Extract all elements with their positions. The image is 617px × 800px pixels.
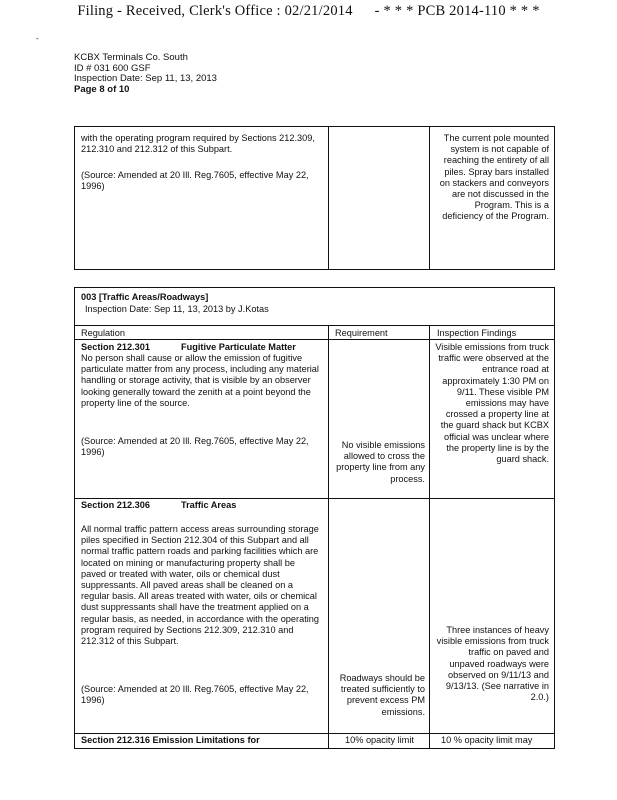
section-003-inspection-date-text: Inspection Date: Sep 11, 13, 2013 by J.Kotas <box>85 304 269 314</box>
header-inspection-date: Inspection Date: Sep 11, 13, 2013 <box>74 73 217 85</box>
regulation-section-number: Section 212.316 Emission Limitations for <box>81 735 260 745</box>
requirement-text: 10% opacity limit <box>345 735 414 745</box>
regulation-section-number: Section 212.301 <box>81 342 150 352</box>
continuation-finding: The current pole mounted system is not capable of reaching the entirety of all piles. Spray bars installed on stackers and conveyors are not discussed in the Program. This is a deficiency of the Program. <box>439 133 549 222</box>
continuation-table <box>74 126 555 270</box>
inspection-finding: 10 % opacity limit may <box>441 735 533 745</box>
regulation-text: All normal traffic pattern access areas surrounding storage piles specified in Section 212.304 of this Subpart and all normal traffic pattern roads and parking facilities which are located on mining or manufacturing property shall be paved or treated with water, oils or chemical dust suppressants. All paved areas shall be cleaned on a regular basis. All areas treated with water, oils or chemical dust suppressants shall have the treatment applied on a regular basis, as needed, in accordance with the operating program required by Sections 212.309, 212.310 and 212.312 of this Subpart. <box>81 524 320 647</box>
table-row <box>75 340 554 498</box>
table-row <box>75 499 554 733</box>
section-003-table <box>74 287 555 749</box>
regulation-section-number: Section 212.306 <box>81 500 150 510</box>
continuation-regulation-text: with the operating program required by Sections 212.309, 212.310 and 212.312 of this Subpart. <box>81 133 315 155</box>
regulation-section-title: Fugitive Particulate Matter <box>181 342 296 352</box>
continuation-source: (Source: Amended at 20 Ill. Reg.7605, effective May 22, 1996) <box>81 170 309 192</box>
facility-id: ID # 031 600 GSF <box>74 62 151 74</box>
regulation-text: No person shall cause or allow the emission of fugitive particulate matter from any process, including any material handling or storage activity, that is visible by an observer looking generally toward the zenith at a point beyond the property line of the source. <box>81 353 319 408</box>
regulation-source: (Source: Amended at 20 Ill. Reg.7605, effective May 22, 1996) <box>81 436 309 458</box>
requirement-text: No visible emissions allowed to cross the property line from any process. <box>336 440 425 484</box>
company-name: KCBX Terminals Co. South <box>74 52 188 63</box>
section-003-inspection-date <box>85 304 269 315</box>
column-header-findings: Inspection Findings <box>437 328 517 338</box>
requirement-text: Roadways should be treated sufficiently to prevent excess PM emissions. <box>339 673 425 717</box>
section-003-title: 003 [Traffic Areas/Roadways] <box>81 292 209 302</box>
table-row <box>75 734 554 748</box>
filing-stamp <box>0 3 617 20</box>
column-header-regulation: Regulation <box>81 328 125 338</box>
scan-mark: - <box>36 34 39 43</box>
pcb-number: - * * * PCB 2014-110 * * * <box>374 3 540 19</box>
regulation-section-title: Traffic Areas <box>181 500 237 510</box>
inspection-finding: Three instances of heavy visible emissions from truck traffic on paved and unpaved roadways were observed on 9/11/13 and 9/13/13. (See narrative in 2.0.) <box>436 625 549 703</box>
column-header-requirement: Requirement <box>335 328 388 338</box>
page-header <box>74 53 217 95</box>
filing-received-text: Filing - Received, Clerk's Office : 02/21/2014 <box>77 3 353 19</box>
regulation-source: (Source: Amended at 20 Ill. Reg.7605, effective May 22, 1996) <box>81 684 309 706</box>
inspection-finding: Visible emissions from truck traffic were observed at the entrance road at approximately 1:30 PM on 9/11. These visible PM emissions may have crossed a property line at the guard shack but KCBX official was unclear where the property line is by the guard shack. <box>435 342 549 465</box>
page-number: Page 8 of 10 <box>74 83 130 95</box>
